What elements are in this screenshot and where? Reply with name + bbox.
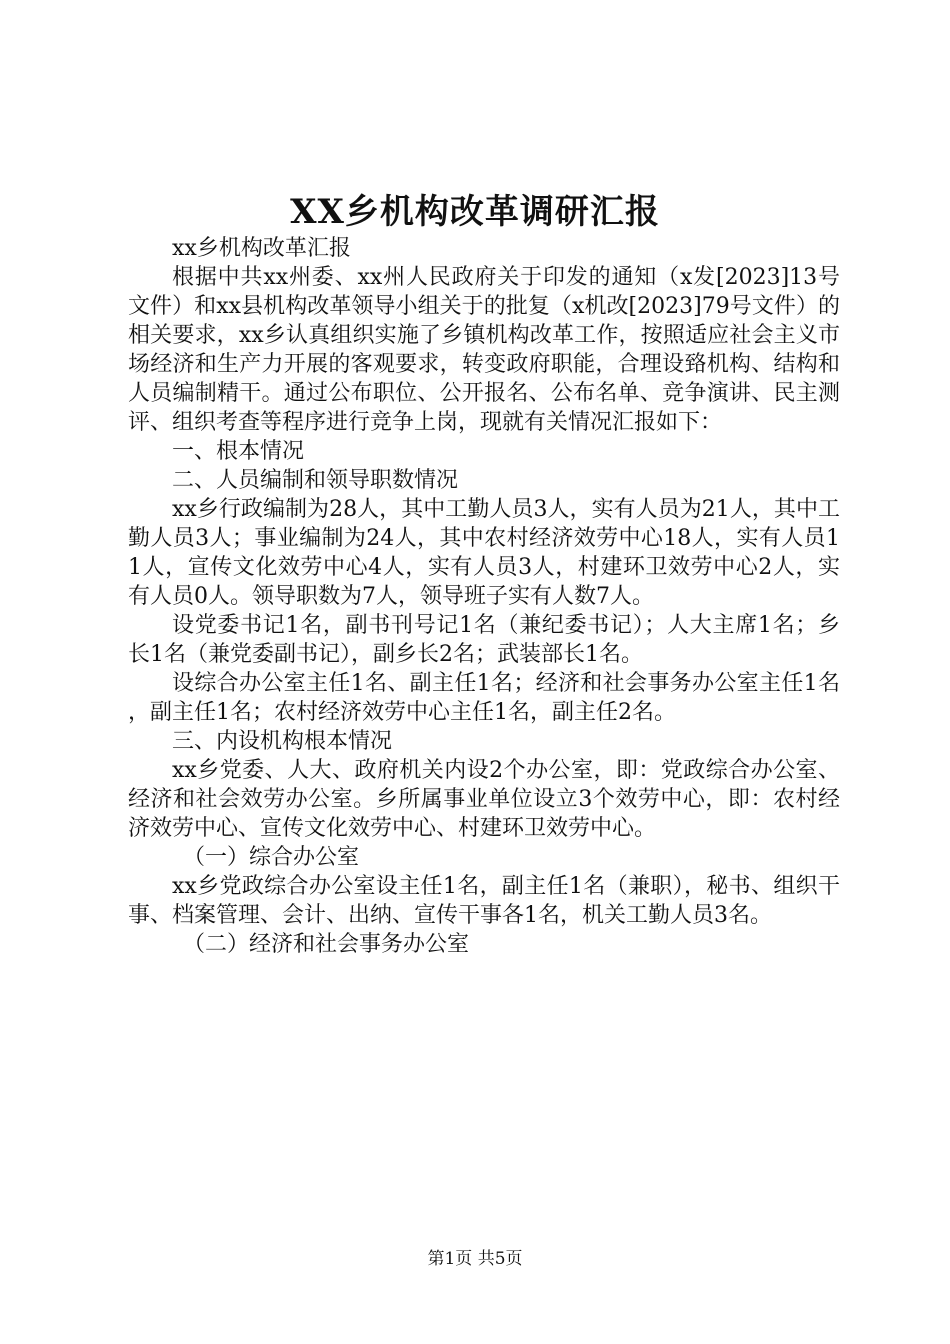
paragraph-intro: 根据中共xx州委、xx州人民政府关于印发的通知（x发[2023]13号文件）和xx县机构改革领导小组关于的批复（x机改[2023]79号文件）的相关要求，xx乡认真组织实施了乡镇机构改革工作，按照适应社会主义市场经济和生产力开展的客观要求，转变政府职能，合理设臵机构、结构和人员编制精干。通过公布职位、公开报名、公布名单、竞争演讲、民主测评、组织考查等程序进行竞争上岗，现就有关情况汇报如下： xyxy=(128,265,840,435)
document-title: XX乡机构改革调研汇报 xyxy=(290,192,660,232)
paragraph-leadership: 设党委书记1名，副书刊号记1名（兼纪委书记）；人大主席1名；乡长1名（兼党委副书记），副乡长2名；武装部长1名。 xyxy=(128,613,840,667)
heading-economic-affairs-office: （二）经济和社会事务办公室 xyxy=(183,932,470,957)
heading-internal-institutions: 三、内设机构根本情况 xyxy=(172,729,393,754)
heading-basic-situation: 一、根本情况 xyxy=(172,439,305,464)
paragraph-general-office: xx乡党政综合办公室设主任1名，副主任1名（兼职），秘书、组织干事、档案管理、会计、出纳、宣传干事各1名，机关工勤人员3名。 xyxy=(128,874,840,928)
document-body xyxy=(128,234,840,959)
paragraph-office-heads: 设综合办公室主任1名、副主任1名；经济和社会事务办公室主任1名，副主任1名；农村经济效劳中心主任1名，副主任2名。 xyxy=(128,671,840,725)
page-footer: 第1页 共5页 xyxy=(427,1249,523,1269)
heading-staffing: 二、人员编制和领导职数情况 xyxy=(172,468,459,493)
paragraph-internal-institutions: xx乡党委、人大、政府机关内设2个办公室，即：党政综合办公室、经济和社会效劳办公室。乡所属事业单位设立3个效劳中心，即：农村经济效劳中心、宣传文化效劳中心、村建环卫效劳中心。 xyxy=(128,758,840,841)
heading-general-office: （一）综合办公室 xyxy=(183,845,360,870)
paragraph-subtitle: xx乡机构改革汇报 xyxy=(172,236,351,261)
paragraph-staffing: xx乡行政编制为28人，其中工勤人员3人，实有人员为21人，其中工勤人员3人；事业编制为24人，其中农村经济效劳中心18人，实有人员11人，宣传文化效劳中心4人，实有人员3人，村建环卫效劳中心2人，实有人员0人。领导职数为7人，领导班子实有人数7人。 xyxy=(128,497,840,609)
